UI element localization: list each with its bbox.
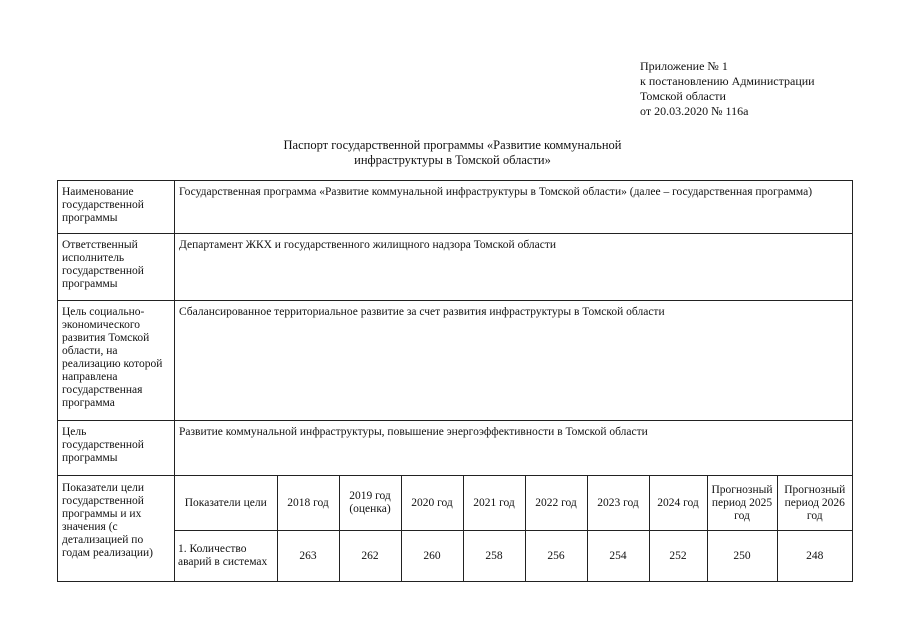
passport-row-indicators bbox=[58, 476, 853, 582]
header-2018: 2018 год bbox=[277, 476, 339, 531]
appendix-line-2: к постановлению Администрации bbox=[640, 74, 815, 88]
indicator-row bbox=[175, 531, 852, 582]
header-2023: 2023 год bbox=[587, 476, 649, 531]
header-2026: Прогнозный период 2026 год bbox=[777, 476, 852, 531]
value-2018: 263 bbox=[277, 531, 339, 582]
appendix-line-3: Томской области bbox=[640, 89, 726, 103]
appendix-line-1: Приложение № 1 bbox=[640, 59, 728, 73]
value-2019: 262 bbox=[339, 531, 401, 582]
row-label: Цель социально-экономического развития Томской области, на реализацию которой направлена государственная программа bbox=[58, 301, 175, 421]
header-2021: 2021 год bbox=[463, 476, 525, 531]
row-label: Наименование государственной программы bbox=[58, 181, 175, 234]
passport-table bbox=[57, 180, 853, 582]
appendix-block bbox=[640, 59, 815, 119]
document-title bbox=[200, 138, 705, 168]
row-value: Государственная программа «Развитие коммунальной инфраструктуры в Томской области» (далее – государственная программа) bbox=[175, 181, 853, 234]
row-value: Департамент ЖКХ и государственного жилищного надзора Томской области bbox=[175, 234, 853, 301]
header-2019: 2019 год (оценка) bbox=[339, 476, 401, 531]
value-2024: 252 bbox=[649, 531, 707, 582]
header-2024: 2024 год bbox=[649, 476, 707, 531]
row-label: Показатели цели государственной программы и их значения (с детализацией по годам реализации) bbox=[58, 476, 175, 582]
row-label: Ответственный исполнитель государственной программы bbox=[58, 234, 175, 301]
indicators-cell bbox=[175, 476, 853, 582]
passport-row-name bbox=[58, 181, 853, 234]
value-2020: 260 bbox=[401, 531, 463, 582]
header-2025: Прогнозный период 2025 год bbox=[707, 476, 777, 531]
row-value: Сбалансированное территориальное развитие за счет развития инфраструктуры в Томской области bbox=[175, 301, 853, 421]
header-indicator: Показатели цели bbox=[175, 476, 277, 531]
document-title-line-2: инфраструктуры в Томской области» bbox=[354, 153, 551, 167]
indicators-table bbox=[175, 476, 852, 581]
passport-row-socioeconomic-goal bbox=[58, 301, 853, 421]
value-2025: 250 bbox=[707, 531, 777, 582]
passport-row-executor bbox=[58, 234, 853, 301]
indicators-header-row bbox=[175, 476, 852, 531]
document-title-line-1: Паспорт государственной программы «Развитие коммунальной bbox=[283, 138, 622, 152]
row-label: Цель государственной программы bbox=[58, 421, 175, 476]
value-2023: 254 bbox=[587, 531, 649, 582]
value-2026: 248 bbox=[777, 531, 852, 582]
value-2021: 258 bbox=[463, 531, 525, 582]
indicator-name: 1. Количество аварий в системах bbox=[175, 531, 277, 582]
passport-row-program-goal bbox=[58, 421, 853, 476]
value-2022: 256 bbox=[525, 531, 587, 582]
header-2020: 2020 год bbox=[401, 476, 463, 531]
appendix-line-4: от 20.03.2020 № 116а bbox=[640, 104, 749, 118]
header-2022: 2022 год bbox=[525, 476, 587, 531]
row-value: Развитие коммунальной инфраструктуры, повышение энергоэффективности в Томской области bbox=[175, 421, 853, 476]
